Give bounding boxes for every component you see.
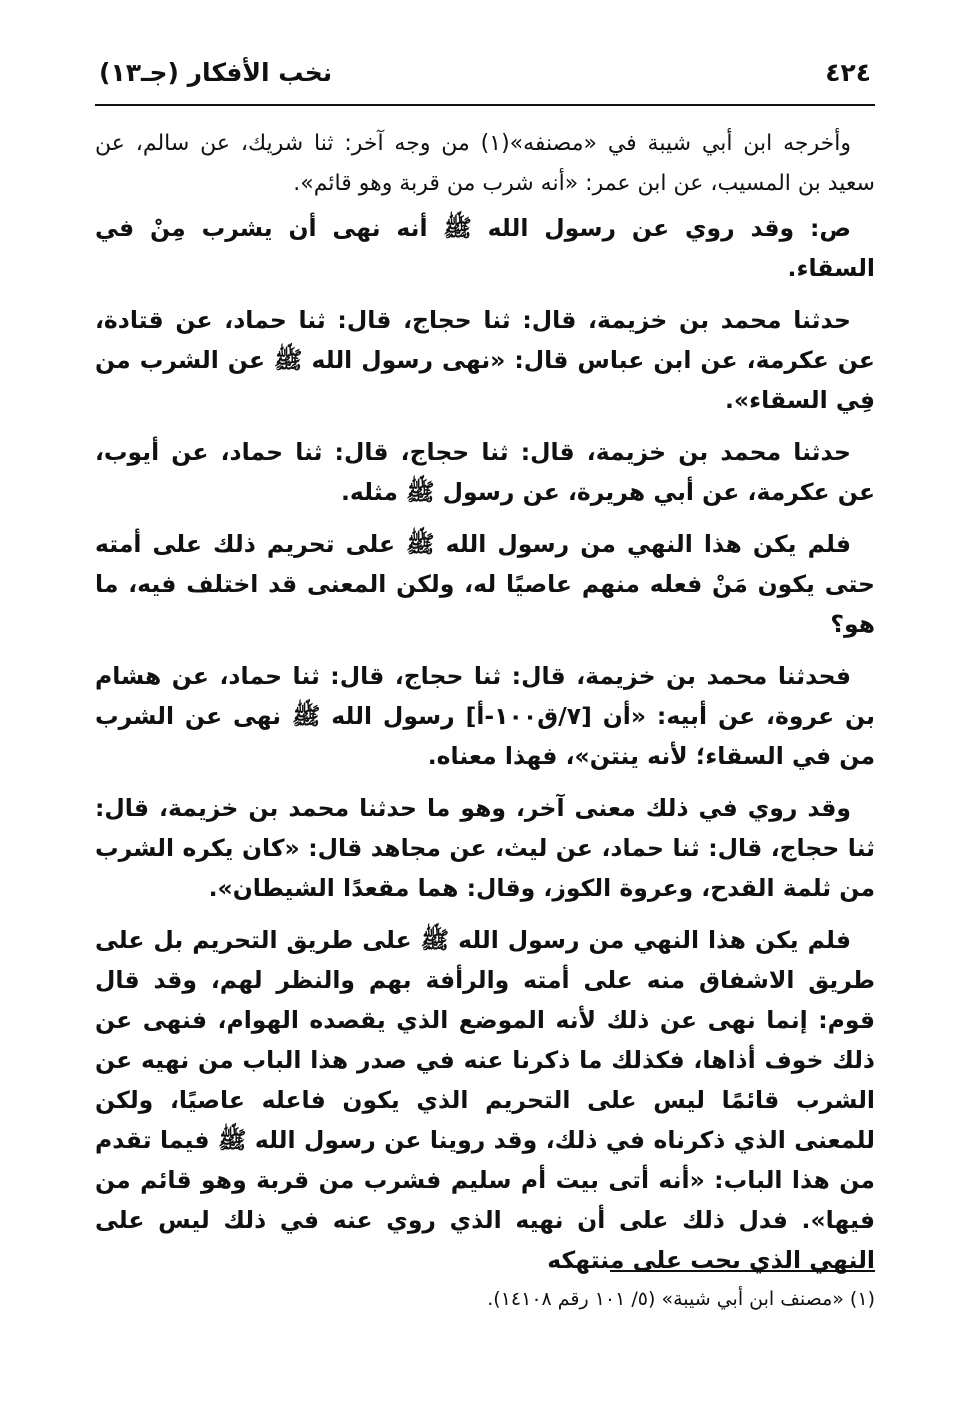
paragraph-text: وأخرجه ابن أبي شيبة في «مصنفه»(١) من وجه آخر: ثنا شريك، عن سالم، عن سعيد بن المسيب، عن ابن عمر: «أنه شرب من قربة وهو قائم». (95, 131, 875, 196)
paragraph-text: وقد روي في ذلك معنى آخر، وهو ما حدثنا محمد بن خزيمة، قال: ثنا حجاج، قال: ثنا حماد، عن ليث، عن مجاهد قال: «كان يكره الشرب من ثلمة القدح، وعروة الكوز، وقال: هما مقعدًا الشيطان». (95, 794, 875, 902)
paragraph-6 (95, 656, 875, 776)
paragraph-1 (95, 124, 875, 204)
paragraph-text: حدثنا محمد بن خزيمة، قال: ثنا حجاج، قال: ثنا حماد، عن قتادة، عن عكرمة، عن ابن عباس قال: «نهى رسول الله ﷺ عن الشرب من فِي السقاء». (95, 306, 875, 414)
footnote-rule (610, 1270, 875, 1272)
page-body (95, 58, 875, 1292)
footnote-text: (١) «مصنف ابن أبي شيبة» (٥/ ١٠١ رقم ١٤١٠٨). (487, 1288, 875, 1310)
section-marker: ص: (809, 214, 851, 242)
paragraph-text: فحدثنا محمد بن خزيمة، قال: ثنا حجاج، قال: ثنا حماد، عن هشام بن عروة، عن أبيه: «أن [٧/ق١٠٠-أ] رسول الله ﷺ نهى عن الشرب من في السقاء؛ لأنه ينتن»، فهذا معناه. (95, 662, 875, 770)
page-number: ٤٢٤ (825, 58, 871, 87)
book-title: نخب الأفكار (جـ١٣) (99, 58, 333, 87)
paragraph-2 (95, 208, 875, 288)
paragraph-text: وقد روي عن رسول الله ﷺ أنه نهى أن يشرب مِنْ في السقاء. (95, 214, 875, 282)
paragraph-8 (95, 920, 875, 1280)
paragraph-5 (95, 524, 875, 644)
paragraph-text: فلم يكن هذا النهي من رسول الله ﷺ على تحريم ذلك على أمته حتى يكون مَنْ فعله منهم عاصيًا له، ولكن المعنى قد اختلف فيه، ما هو؟ (95, 530, 875, 638)
paragraph-7 (95, 788, 875, 908)
footnote (95, 1284, 875, 1314)
paragraph-3 (95, 300, 875, 420)
running-header (95, 58, 875, 98)
paragraph-text: حدثنا محمد بن خزيمة، قال: ثنا حجاج، قال: ثنا حماد، عن أيوب، عن عكرمة، عن أبي هريرة، عن رسول ﷺ مثله. (95, 438, 875, 506)
paragraph-4 (95, 432, 875, 512)
header-rule (95, 104, 875, 106)
paragraph-text: فلم يكن هذا النهي من رسول الله ﷺ على طريق التحريم بل على طريق الاشفاق منه على أمته والرأفة بهم والنظر لهم، وقد قال قوم: إنما نهى عن ذلك لأنه الموضع الذي يقصده الهوام، فنهى عن ذلك خوف أذاها، فكذلك ما ذكرنا عنه في صدر هذا الباب من نهيه عن الشرب قائمًا ليس على التحريم الذي يكون فاعله عاصيًا، ولكن للمعنى الذي ذكرناه في ذلك، وقد روينا عن رسول الله ﷺ فيما تقدم من هذا الباب: «أنه أتى بيت أم سليم فشرب من قربة وهو قائم من فيها». فدل ذلك على أن نهيه الذي روي عنه في ذلك ليس على النهي الذي يجب على منتهكه (95, 926, 875, 1274)
